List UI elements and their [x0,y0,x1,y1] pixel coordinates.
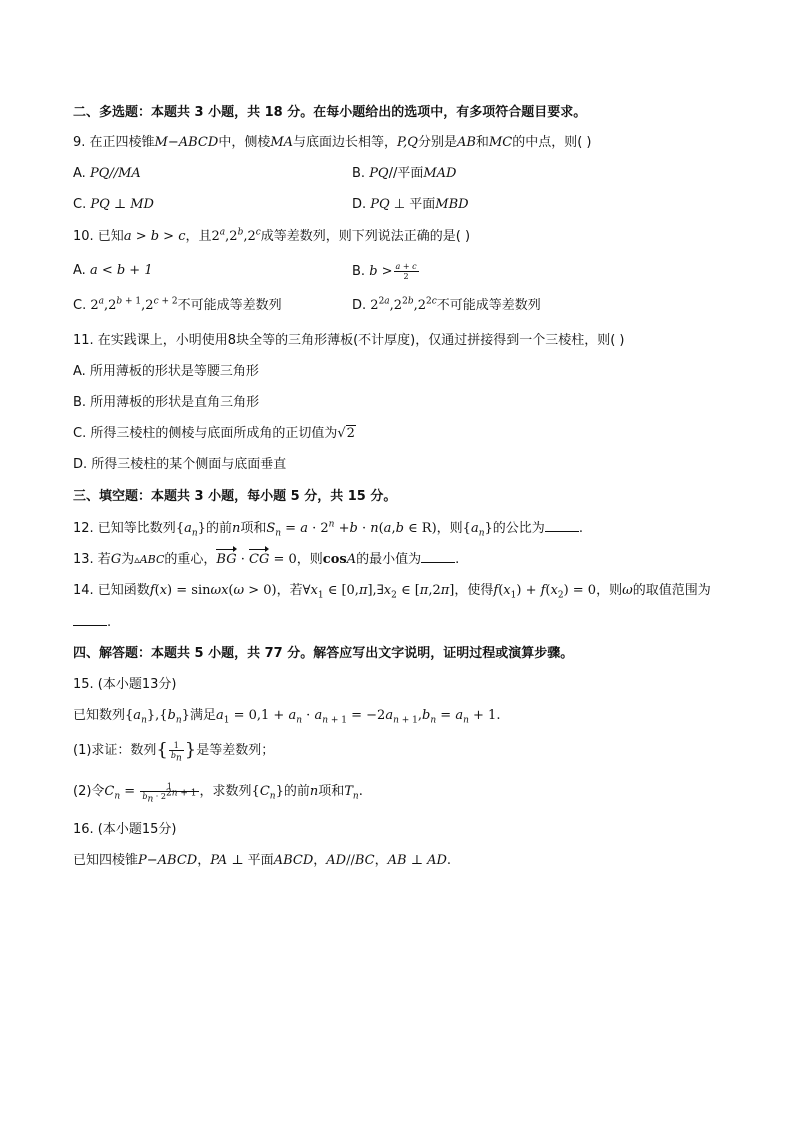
q14-omega: ω [622,583,633,598]
question-10-stem [73,228,470,246]
q10-pre: 10. 已知 [73,229,124,244]
q15-p1-pre: (1)求证：数列 [73,743,157,758]
q15-stem [73,707,500,725]
q9-b-letter: B. [352,166,370,181]
q10-mid: ，且 [185,229,212,244]
q10-b-num: a + c [395,262,417,271]
question-9-stem [73,134,591,152]
q10-option-d [352,297,541,315]
q13-mid2: 的重心， [164,552,217,567]
q9-tail: 的中点，则( ) [512,135,592,150]
q9-b-t2: //平面 [388,166,424,181]
q13-angle-a: A [346,552,357,567]
q9-c-letter: C. [73,197,91,212]
q11-option-b: B. 所用薄板的形状是直角三角形 [73,395,260,410]
q14-mid2: ，使得 [454,583,494,598]
q15-part-1 [73,739,275,764]
q9-edge-mc: MC [488,135,513,150]
q13-mid1: 为 [121,552,135,567]
q9-a-text: PQ//MA [89,166,141,181]
q9-mid1: 中，侧棱 [218,135,271,150]
q15-p2-mid2: 的前 [283,784,310,799]
q11-sqrt2: √2 [337,426,355,441]
q15-seqs: $\{a_n\},\{b_n\}$ [125,708,190,726]
q9-option-b [352,165,456,183]
q13-triangle: ▵ABC [134,553,165,566]
q10-options-row-2 [73,296,541,315]
q10-b-letter: B. [352,264,370,279]
q10-c-letter: C. [73,298,91,313]
q10-c-powers: $2^a,2^{b + 1},2^{c + 2}$ [90,296,178,313]
q13-cos: cos [322,552,347,567]
q9-solid: M−ABCD [154,135,219,150]
q9-d-t1: PQ [370,197,390,212]
q15-p2-seq: $\{C_n\}$ [251,784,284,802]
q9-a-letter: A. [73,166,90,181]
q9-options-row-2 [73,196,469,214]
question-13 [73,550,459,569]
q12-answer-blank[interactable] [545,519,579,532]
q9-edge-ab: AB [456,135,476,150]
q9-b-t1: PQ [369,166,389,181]
q12-seq2: $\{a_n\}$ [462,521,493,539]
q14-pre: 14. 已知函数 [73,583,150,598]
q14-answer-line [73,613,111,632]
q11-option-d: D. 所得三棱柱的某个侧面与底面垂直 [73,457,287,472]
q11-option-c [73,425,356,443]
q16-conditions: P−ABCD，PA ⊥ 平面ABCD，AD//BC，AB ⊥ AD. [138,853,452,868]
q9-option-c [73,197,154,212]
q9-b-t3: MAD [423,166,457,181]
q9-d-t3: MBD [435,197,469,212]
q10-option-c [73,298,282,313]
q10-b-fraction [394,262,419,281]
q9-and: 和 [475,135,489,150]
q13-pre: 13. 若 [73,552,111,567]
q11-option-a: A. 所用薄板的形状是等腰三角形 [73,364,259,379]
q14-mid3: ，则 [596,583,623,598]
q10-condition: a > b > c [123,229,186,244]
q15-p2-tn: $T_n$. [344,784,363,802]
q16-stem [73,852,451,870]
q15-part-2 [73,782,363,805]
q14-func: f(x) = sinωx(ω > 0) [149,583,277,598]
q14-tail: 的取值范围为 [632,583,711,598]
q9-options-row-1 [73,165,457,183]
q16-header: 16. (本小题15分) [73,822,177,837]
q10-b-text: b > [369,264,393,279]
q10-b-den: 2 [403,272,409,281]
q16-pre: 已知四棱锥 [73,853,139,868]
q12-pre: 12. 已知等比数列 [73,521,176,536]
q15-header: 15. (本小题13分) [73,677,177,692]
q13-end: . [455,552,460,567]
q15-recurrence: $a_1 = 0,1 + a_n \cdot a_{n + 1} = -2a_{n + 1},b_n = a_n + 1$. [215,708,501,726]
q10-option-b [352,262,420,281]
q15-p2-pre: (2)令 [73,784,105,799]
q12-seq: $\{a_n\}$ [175,521,206,539]
q9-mid3: 分别是 [417,135,457,150]
q10-powers: 2$^a$,2$^b$,2$^c$ [211,227,261,244]
q9-points: P,Q [397,135,418,150]
q12-mid2: 项和 [240,521,267,536]
q10-option-a [73,263,153,278]
q15-p2-def: $C_n$ = $\frac{1}{b_n \cdot 2^{2n + 1}}$ [104,782,197,805]
q10-a-text: a < b + 1 [89,263,153,278]
q15-pre: 已知数列 [73,708,126,723]
q10-d-tail: 不可能成等差数列 [436,298,541,313]
q14-answer-blank[interactable] [73,613,107,626]
q13-answer-blank[interactable] [421,550,455,563]
q9-option-d [352,196,469,214]
q9-d-letter: D. [352,197,371,212]
q15-p2-n: n [309,784,319,799]
q12-n: n [231,521,241,536]
section-3-title: 三、填空题：本题共 3 小题，每小题 5 分，共 15 分。 [73,489,397,504]
q9-pre: 9. 在正四棱锥 [73,135,155,150]
q9-option-a [73,166,141,181]
q13-dot-product: BG · CG = 0 [216,552,297,567]
q10-options-row-1 [73,262,417,281]
q10-d-powers: $2^{2a},2^{2b},2^{2c}$ [370,296,437,313]
q13-mid3: ，则 [296,552,323,567]
q14-end: . [107,615,112,630]
question-11-stem: 11. 在实践课上，小明使用8块全等的三角形薄板(不计厚度)，仅通过拼接得到一个三棱柱，则( ) [73,333,625,348]
q12-tail: 的公比为 [492,521,545,536]
q15-p1-seq: { $\frac{1}{b_n}$ } [156,739,197,764]
q13-tail: 的最小值为 [356,552,422,567]
q14-equation: $f(x_1) + f(x_2) = 0$ [493,583,597,601]
q9-mid2: 与底面边长相等， [293,135,398,150]
q12-mid1: 的前 [205,521,232,536]
section-4-title: 四、解答题：本题共 5 小题，共 77 分。解答应写出文字说明，证明过程或演算步骤。 [73,646,574,661]
q9-d-t2: ⊥ 平面 [389,197,436,212]
question-14 [73,582,711,600]
q12-mid3: ，则 [436,521,463,536]
q15-p2-tail: 项和 [318,784,345,799]
q10-c-tail: 不可能成等差数列 [177,298,282,313]
q14-mid1: ，若 [276,583,303,598]
q15-p2-mid: ，求数列 [199,784,252,799]
q11-c-text: C. 所得三棱柱的侧棱与底面所成角的正切值为 [73,426,338,441]
q15-mid1: 满足 [189,708,216,723]
q10-tail: 成等差数列，则下列说法正确的是( ) [260,229,471,244]
q10-d-letter: D. [352,298,371,313]
section-2-title: 二、多选题：本题共 3 小题，共 18 分。在每小题给出的选项中，有多项符合题目要求。 [73,105,587,120]
q9-edge: MA [270,135,294,150]
q13-g: G [110,552,122,567]
q12-end: . [578,521,583,536]
q10-a-letter: A. [73,263,90,278]
q15-p1-tail: 是等差数列； [196,743,275,758]
q14-quantifier: $\forall x_1$ ∈ $[0,\pi],\exists x_2$ ∈ [π,2π] [302,583,455,601]
question-12 [73,519,583,538]
q12-sum-formula: $S_n = a \cdot 2^n +b \cdot n(a,b$ ∈ R) [266,519,437,539]
q9-c-text: PQ ⊥ MD [90,197,154,212]
